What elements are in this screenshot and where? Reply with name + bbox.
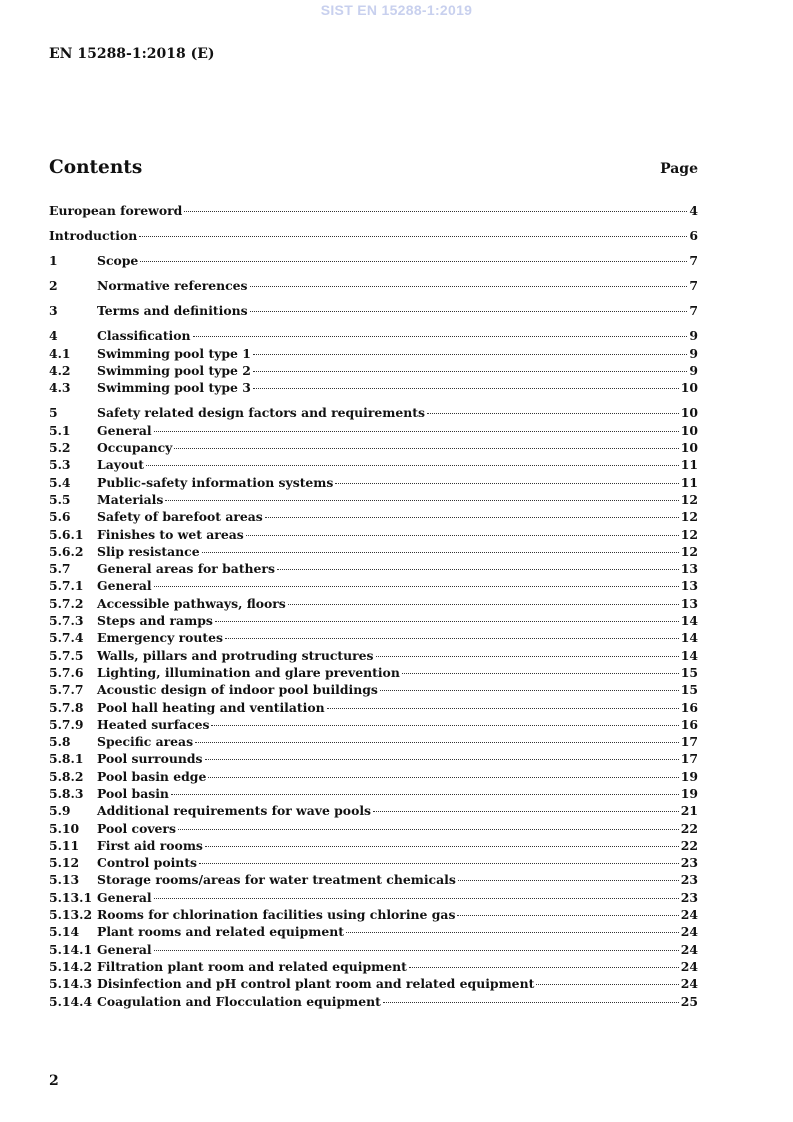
toc-entry-page: 12: [680, 491, 698, 507]
toc-entry-title: Additional requirements for wave pools: [97, 803, 372, 819]
dot-leader: [202, 552, 679, 553]
toc-entry-number: 5.6.1: [49, 526, 84, 542]
toc-entry[interactable]: [49, 923, 698, 940]
toc-entry-page: 14: [680, 630, 698, 646]
toc-entry-page: 10: [680, 405, 698, 421]
toc-entry[interactable]: [49, 629, 698, 646]
toc-entry-number: 5.13.1: [49, 889, 93, 905]
dot-leader: [174, 448, 678, 449]
toc-entry[interactable]: [49, 802, 698, 819]
toc-entry-page: 16: [680, 716, 698, 732]
toc-entry-title: Materials: [97, 491, 164, 507]
toc-entry-title: General areas for bathers: [97, 561, 275, 577]
toc-entry-title: Filtration plant room and related equipment: [97, 958, 407, 974]
toc-entry-number: 5.9: [49, 803, 71, 819]
toc-entry-page: 7: [689, 303, 698, 319]
toc-entry-number: 4.1: [49, 345, 71, 361]
toc-entry-number: 5.13: [49, 872, 80, 888]
toc-entry-number: 5.7.9: [49, 716, 84, 732]
toc-entry-title: Classification: [97, 328, 191, 344]
dot-leader: [139, 236, 687, 237]
toc-entry[interactable]: [49, 750, 698, 767]
contents-header: [49, 157, 698, 178]
dot-leader: [409, 967, 679, 968]
toc-entry-title: Disinfection and pH control plant room and related equipment: [97, 976, 535, 992]
dot-leader: [215, 621, 679, 622]
toc-entry-number: 5.12: [49, 855, 80, 871]
toc-entry-title: Acoustic design of indoor pool buildings: [97, 682, 378, 698]
toc-entry-title: Terms and definitions: [97, 303, 248, 319]
toc-entry-number: 5.14.1: [49, 941, 93, 957]
toc-entry[interactable]: [49, 768, 698, 785]
dot-leader: [205, 759, 679, 760]
toc-entry-title: Slip resistance: [97, 543, 200, 559]
toc-entry-title: Normative references: [97, 278, 248, 294]
dot-leader: [457, 915, 678, 916]
toc-entry-page: 23: [680, 872, 698, 888]
toc-entry-number: 5.6: [49, 509, 71, 525]
toc-entry-number: 5.7: [49, 561, 71, 577]
toc-entry-number: 5.10: [49, 820, 80, 836]
toc-entry[interactable]: [49, 595, 698, 612]
toc-entry-number: 5.8.1: [49, 751, 84, 767]
dot-leader: [327, 708, 679, 709]
page-number: 2: [49, 1073, 59, 1089]
dot-leader: [250, 286, 688, 287]
toc-entry-page: 12: [680, 543, 698, 559]
toc-entry-page: 13: [680, 561, 698, 577]
toc-entry[interactable]: [49, 733, 698, 750]
dot-leader: [250, 311, 688, 312]
toc-entry[interactable]: [49, 681, 698, 698]
toc-entry-title: Pool basin edge: [97, 768, 207, 784]
toc-entry[interactable]: [49, 664, 698, 681]
toc-entry-number: 5.11: [49, 837, 80, 853]
toc-entry[interactable]: [49, 560, 698, 577]
toc-entry-number: 5.7.2: [49, 595, 84, 611]
dot-leader: [225, 638, 679, 639]
toc-entry-number: 5.1: [49, 422, 71, 438]
toc-entry-page: 25: [680, 993, 698, 1009]
toc-entry[interactable]: [49, 889, 698, 906]
toc-entry-number: 4.3: [49, 380, 71, 396]
toc-entry-title: Occupancy: [97, 440, 173, 456]
toc-entry-page: 19: [680, 785, 698, 801]
toc-entry[interactable]: [49, 906, 698, 923]
toc-entry-number: 5.7.6: [49, 664, 84, 680]
toc-entry-number: 5.14.3: [49, 976, 93, 992]
dot-leader: [165, 500, 678, 501]
toc-entry[interactable]: [49, 647, 698, 664]
toc-entry-page: 17: [680, 734, 698, 750]
toc-entry-title: General: [97, 941, 152, 957]
toc-entry-page: 4: [689, 203, 698, 218]
toc-entry-number: 5.14.4: [49, 993, 93, 1009]
toc-entry[interactable]: [49, 854, 698, 871]
toc-entry-page: 9: [689, 363, 698, 379]
toc-entry-number: 1: [49, 253, 58, 269]
toc-entry-number: 5.7.4: [49, 630, 84, 646]
toc-entry[interactable]: [49, 345, 698, 362]
toc-entry-page: 15: [680, 664, 698, 680]
toc-entry-number: 5.8.3: [49, 785, 84, 801]
toc-entry-title: Pool basin: [97, 785, 169, 801]
toc-entry-page: 24: [680, 924, 698, 940]
toc-entry-page: 24: [680, 976, 698, 992]
toc-entry-title: General: [97, 578, 152, 594]
dot-leader: [373, 811, 679, 812]
toc-entry-number: 5.7.8: [49, 699, 84, 715]
toc-entry[interactable]: [49, 456, 698, 473]
toc-entry[interactable]: [49, 252, 698, 269]
toc-entry-page: 16: [680, 699, 698, 715]
toc-entry[interactable]: [49, 404, 698, 421]
toc-entry-number: 2: [49, 278, 58, 294]
toc-entry-title: European foreword: [49, 203, 183, 218]
toc-entry[interactable]: [49, 993, 698, 1010]
dot-leader: [146, 465, 679, 466]
dot-leader: [427, 413, 679, 414]
toc-entry-page: 21: [680, 803, 698, 819]
dot-leader: [246, 535, 679, 536]
toc-entry-title: Accessible pathways, floors: [97, 595, 286, 611]
toc-entry-title: Swimming pool type 3: [97, 380, 251, 396]
toc-entry[interactable]: [49, 837, 698, 854]
toc-entry[interactable]: [49, 820, 698, 837]
table-of-contents: [49, 202, 698, 1010]
dot-leader: [154, 950, 679, 951]
page-column-label: Page: [660, 161, 698, 177]
toc-entry-title: Safety related design factors and requirements: [97, 405, 426, 421]
dot-leader: [288, 604, 679, 605]
toc-entry-page: 11: [680, 457, 698, 473]
toc-entry-title: Swimming pool type 2: [97, 363, 251, 379]
dot-leader: [253, 371, 688, 372]
toc-entry[interactable]: [49, 439, 698, 456]
dot-leader: [184, 211, 687, 212]
toc-entry-page: 12: [680, 526, 698, 542]
toc-entry-number: 5.2: [49, 440, 71, 456]
toc-entry-number: 4.2: [49, 363, 71, 379]
toc-entry-page: 23: [680, 889, 698, 905]
toc-entry-number: 5.14: [49, 924, 80, 940]
toc-entry-title: Storage rooms/areas for water treatment chemicals: [97, 872, 456, 888]
toc-entry-page: 7: [689, 253, 698, 269]
toc-entry[interactable]: [49, 975, 698, 992]
dot-leader: [335, 483, 678, 484]
dot-leader: [195, 742, 679, 743]
dot-leader: [458, 880, 679, 881]
toc-entry-number: 5.5: [49, 491, 71, 507]
toc-entry[interactable]: [49, 958, 698, 975]
toc-entry-page: 6: [689, 228, 698, 244]
toc-entry[interactable]: [49, 379, 698, 396]
toc-entry-title: Control points: [97, 855, 198, 871]
toc-entry-number: 5.7.5: [49, 647, 84, 663]
watermark: SIST EN 15288-1:2019: [320, 2, 473, 18]
toc-entry-page: 11: [680, 474, 698, 490]
toc-entry-number: 5.6.2: [49, 543, 84, 559]
toc-entry-page: 9: [689, 345, 698, 361]
dot-leader: [208, 777, 678, 778]
toc-entry-number: 5.7.1: [49, 578, 84, 594]
toc-entry-title: Public-safety information systems: [97, 474, 334, 490]
toc-entry-page: 24: [680, 941, 698, 957]
toc-entry-number: 5.4: [49, 474, 71, 490]
toc-entry-page: 9: [689, 328, 698, 344]
dot-leader: [402, 673, 679, 674]
toc-entry-number: 5.7.7: [49, 682, 84, 698]
toc-entry-title: Steps and ramps: [97, 613, 213, 629]
toc-entry-title: Walls, pillars and protruding structures: [97, 647, 374, 663]
toc-entry-number: 5.13.2: [49, 907, 93, 923]
toc-entry[interactable]: [49, 577, 698, 594]
toc-entry-title: Heated surfaces: [97, 716, 210, 732]
toc-entry-page: 15: [680, 682, 698, 698]
dot-leader: [193, 336, 688, 337]
toc-entry[interactable]: [49, 612, 698, 629]
toc-entry-title: Coagulation and Flocculation equipment: [97, 993, 381, 1009]
toc-entry-page: 22: [680, 820, 698, 836]
dot-leader: [171, 794, 679, 795]
toc-entry-title: Pool surrounds: [97, 751, 203, 767]
toc-entry-title: Finishes to wet areas: [97, 526, 244, 542]
toc-entry[interactable]: [49, 543, 698, 560]
toc-entry-number: 3: [49, 303, 58, 319]
dot-leader: [376, 656, 679, 657]
toc-entry-number: 5.7.3: [49, 613, 84, 629]
document-id: EN 15288-1:2018 (E): [49, 46, 215, 62]
dot-leader: [211, 725, 678, 726]
toc-entry[interactable]: [49, 227, 698, 244]
dot-leader: [154, 586, 679, 587]
toc-entry-number: 5.8: [49, 734, 71, 750]
toc-entry[interactable]: [49, 202, 698, 219]
dot-leader: [154, 898, 679, 899]
toc-entry-page: 10: [680, 440, 698, 456]
dot-leader: [178, 829, 679, 830]
toc-entry-page: 17: [680, 751, 698, 767]
toc-entry[interactable]: [49, 508, 698, 525]
dot-leader: [205, 846, 679, 847]
toc-entry-title: Rooms for chlorination facilities using chlorine gas: [97, 907, 456, 923]
toc-entry-title: Plant rooms and related equipment: [97, 924, 344, 940]
toc-entry-page: 13: [680, 595, 698, 611]
toc-entry-title: Specific areas: [97, 734, 194, 750]
toc-entry[interactable]: [49, 491, 698, 508]
toc-entry-number: 5.14.2: [49, 958, 93, 974]
toc-entry-title: Swimming pool type 1: [97, 345, 251, 361]
toc-entry[interactable]: [49, 277, 698, 294]
toc-entry-page: 24: [680, 907, 698, 923]
toc-entry-page: 10: [680, 422, 698, 438]
dot-leader: [253, 354, 688, 355]
dot-leader: [380, 690, 679, 691]
toc-entry-page: 14: [680, 613, 698, 629]
toc-entry-page: 22: [680, 837, 698, 853]
toc-entry-page: 10: [680, 380, 698, 396]
toc-entry-number: 4: [49, 328, 58, 344]
toc-entry-title: Scope: [97, 253, 139, 269]
toc-entry-title: Introduction: [49, 228, 138, 244]
toc-entry-title: Layout: [97, 457, 144, 473]
toc-entry-page: 12: [680, 509, 698, 525]
toc-entry-title: Safety of barefoot areas: [97, 509, 263, 525]
dot-leader: [253, 388, 679, 389]
toc-entry[interactable]: [49, 362, 698, 379]
toc-entry-number: 5.3: [49, 457, 71, 473]
toc-entry[interactable]: [49, 474, 698, 491]
toc-entry-page: 7: [689, 278, 698, 294]
toc-entry[interactable]: [49, 716, 698, 733]
dot-leader: [536, 984, 678, 985]
toc-entry-number: 5: [49, 405, 58, 421]
dot-leader: [154, 431, 679, 432]
toc-entry-page: 13: [680, 578, 698, 594]
toc-entry-title: Pool covers: [97, 820, 176, 836]
toc-entry-page: 14: [680, 647, 698, 663]
dot-leader: [265, 517, 679, 518]
dot-leader: [383, 1002, 679, 1003]
toc-entry-page: 19: [680, 768, 698, 784]
toc-entry[interactable]: [49, 785, 698, 802]
toc-entry-title: Lighting, illumination and glare prevention: [97, 664, 400, 680]
toc-entry-page: 23: [680, 855, 698, 871]
toc-entry-title: Emergency routes: [97, 630, 223, 646]
toc-entry-number: 5.8.2: [49, 768, 84, 784]
toc-entry[interactable]: [49, 302, 698, 319]
toc-entry-title: General: [97, 889, 152, 905]
toc-entry[interactable]: [49, 526, 698, 543]
dot-leader: [140, 261, 687, 262]
toc-entry-title: First aid rooms: [97, 837, 203, 853]
toc-entry[interactable]: [49, 941, 698, 958]
toc-entry-page: 24: [680, 958, 698, 974]
toc-entry[interactable]: [49, 422, 698, 439]
toc-entry[interactable]: [49, 327, 698, 344]
dot-leader: [277, 569, 679, 570]
toc-entry[interactable]: [49, 871, 698, 888]
dot-leader: [346, 932, 679, 933]
toc-entry-title: Pool hall heating and ventilation: [97, 699, 325, 715]
toc-entry-title: General: [97, 422, 152, 438]
contents-title: Contents: [49, 157, 143, 178]
dot-leader: [199, 863, 679, 864]
toc-entry[interactable]: [49, 699, 698, 716]
